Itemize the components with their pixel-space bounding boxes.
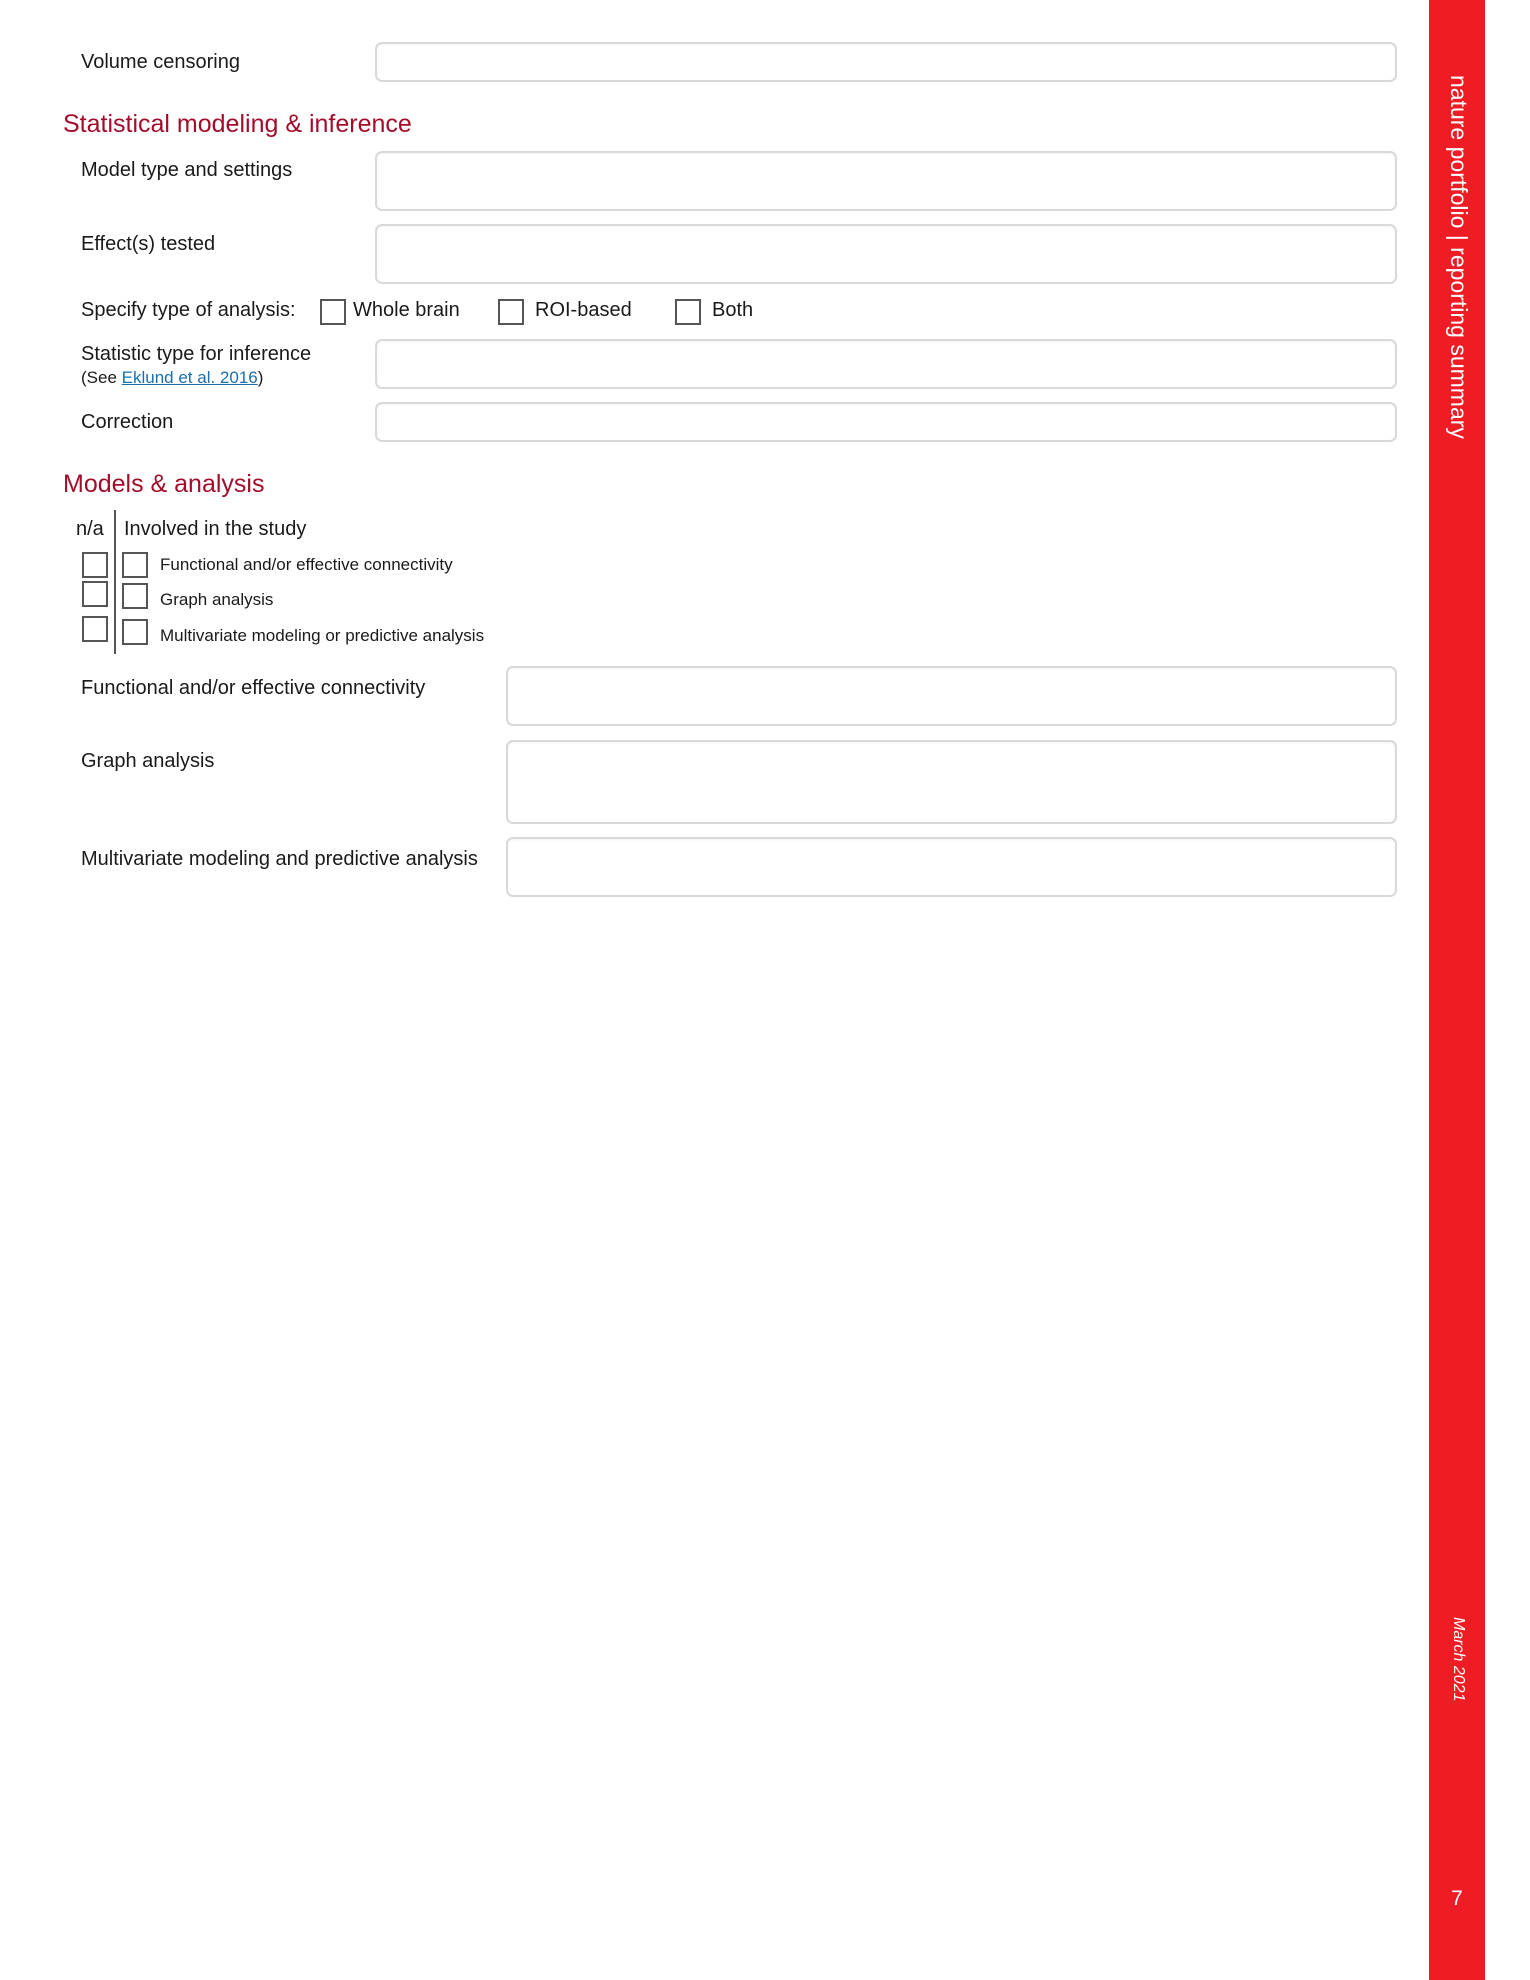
connectivity-item-label: Functional and/or effective connectivity	[160, 555, 453, 574]
volume-censoring-field[interactable]	[375, 42, 1397, 82]
note-prefix: (See	[81, 368, 122, 387]
both-checkbox[interactable]	[675, 299, 701, 325]
connectivity-field-label: Functional and/or effective connectivity	[81, 677, 426, 699]
multivariate-item-label: Multivariate modeling or predictive analysis	[160, 626, 485, 645]
correction-field[interactable]	[375, 402, 1397, 442]
multivariate-na-checkbox[interactable]	[82, 616, 108, 642]
correction-label: Correction	[81, 411, 174, 433]
na-column-header: n/a	[76, 518, 104, 540]
effects-tested-label: Effect(s) tested	[81, 233, 216, 255]
statistic-type-note	[81, 368, 263, 388]
connectivity-field[interactable]	[506, 666, 1397, 726]
statistic-type-field[interactable]	[375, 339, 1397, 389]
eklund-2016-link[interactable]: Eklund et al. 2016	[121, 368, 258, 387]
graph-analysis-field[interactable]	[506, 740, 1397, 824]
graph-analysis-item-label: Graph analysis	[160, 590, 274, 609]
column-divider	[114, 510, 116, 654]
note-suffix: )	[257, 368, 264, 387]
connectivity-na-checkbox[interactable]	[82, 552, 108, 578]
model-type-label: Model type and settings	[81, 159, 293, 181]
connectivity-involved-checkbox[interactable]	[122, 552, 148, 578]
multivariate-field[interactable]	[506, 837, 1397, 897]
multivariate-field-label: Multivariate modeling and predictive analysis	[81, 848, 478, 870]
graph-analysis-involved-checkbox[interactable]	[122, 583, 148, 609]
analysis-type-label: Specify type of analysis:	[81, 299, 296, 321]
graph-analysis-na-checkbox[interactable]	[82, 581, 108, 607]
whole-brain-checkbox[interactable]	[320, 299, 346, 325]
page-number: 7	[1451, 1887, 1463, 1910]
volume-censoring-label: Volume censoring	[81, 51, 240, 73]
involved-column-header: Involved in the study	[124, 518, 307, 540]
model-type-field[interactable]	[375, 151, 1397, 211]
date-vertical-text: March 2021	[1450, 1617, 1467, 1702]
roi-based-checkbox[interactable]	[498, 299, 524, 325]
effects-tested-field[interactable]	[375, 224, 1397, 284]
whole-brain-label: Whole brain	[353, 299, 460, 321]
multivariate-involved-checkbox[interactable]	[122, 619, 148, 645]
both-label: Both	[712, 299, 754, 321]
graph-analysis-field-label: Graph analysis	[81, 750, 215, 772]
models-analysis-heading: Models & analysis	[63, 470, 265, 498]
statistic-type-label: Statistic type for inference	[81, 343, 312, 365]
roi-based-label: ROI-based	[535, 299, 632, 321]
statistical-modeling-heading: Statistical modeling & inference	[63, 110, 412, 138]
brand-vertical-text: nature portfolio | reporting summary	[1446, 75, 1472, 439]
